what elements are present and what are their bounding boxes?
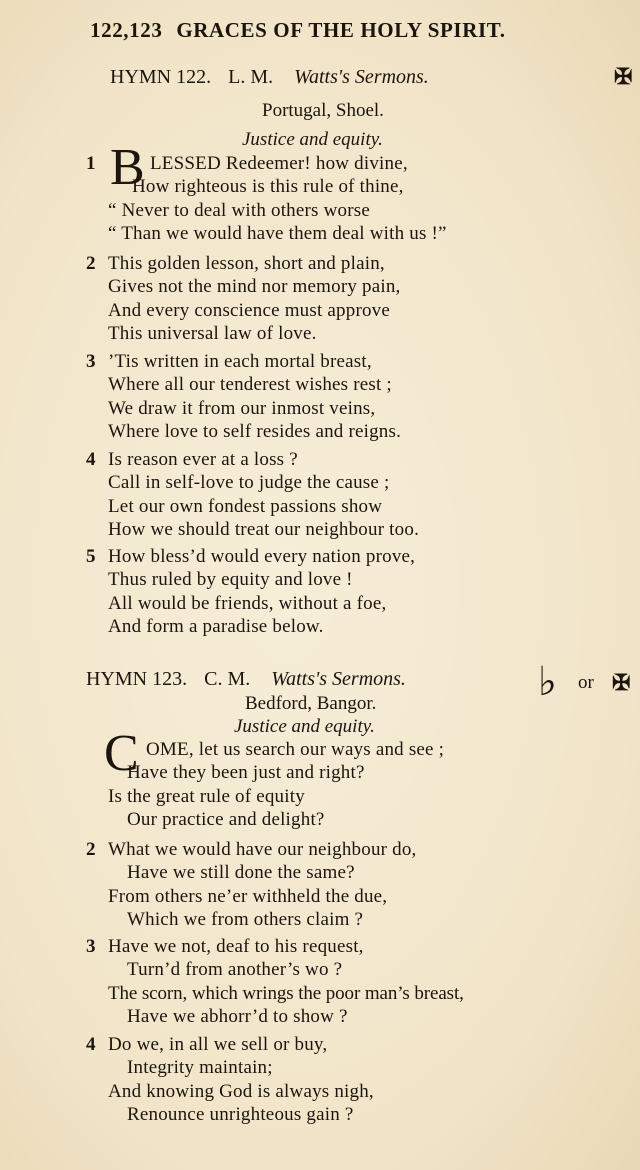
stanza-number: 2 bbox=[86, 253, 96, 274]
stanza-2 bbox=[86, 838, 638, 931]
hymn-subject: Justice and equity. bbox=[234, 716, 375, 737]
section-title: GRACES OF THE HOLY SPIRIT. bbox=[176, 18, 506, 42]
verse-line: Gives not the mind nor memory pain, bbox=[108, 276, 401, 298]
stanza-3 bbox=[86, 935, 638, 1028]
stanza-number: 3 bbox=[86, 351, 96, 372]
stanza-number: 3 bbox=[86, 936, 96, 957]
verse-line: ’Tis written in each mortal breast, bbox=[108, 351, 372, 372]
verse-line: Call in self-love to judge the cause ; bbox=[108, 472, 390, 494]
hymn-123-heading bbox=[86, 668, 406, 691]
verse-line: Have we abhorr’d to show ? bbox=[127, 1005, 348, 1027]
verse-line: This universal law of love. bbox=[108, 322, 317, 344]
verse-line: “ Than we would have them deal with us !” bbox=[108, 222, 447, 244]
hymn-source: Watts's Sermons. bbox=[294, 66, 429, 88]
hymn-number: HYMN 123. bbox=[86, 668, 188, 690]
verse-line: Integrity maintain; bbox=[127, 1057, 273, 1079]
hymn-meter: C. M. bbox=[204, 668, 251, 690]
hymn-meter: L. M. bbox=[228, 66, 274, 88]
stanza-number: 4 bbox=[86, 449, 96, 470]
verse-line: Have we not, deaf to his request, bbox=[108, 936, 364, 957]
running-head bbox=[90, 18, 630, 43]
verse-line: Our practice and delight? bbox=[127, 808, 325, 830]
stanza-1 bbox=[86, 738, 638, 831]
hymn-tunes: Portugal, Shoel. bbox=[262, 100, 384, 121]
drop-cap: C bbox=[104, 725, 139, 782]
drop-cap: B bbox=[110, 139, 145, 196]
flat-sign-icon: ♭ bbox=[538, 659, 557, 704]
stanza-5 bbox=[86, 545, 638, 638]
hymn-122-heading bbox=[110, 66, 429, 89]
key-signature-icon: ✠ bbox=[614, 64, 633, 89]
verse-line: This golden lesson, short and plain, bbox=[108, 253, 385, 274]
verse-line: We draw it from our inmost veins, bbox=[108, 397, 376, 419]
stanza-3 bbox=[86, 350, 638, 443]
verse-line: Renounce unrighteous gain ? bbox=[127, 1103, 354, 1125]
verse-line: Have they been just and right? bbox=[127, 762, 365, 784]
verse-line: And knowing God is always nigh, bbox=[108, 1080, 374, 1102]
stanza-1 bbox=[86, 152, 638, 245]
verse-line: Turn’d from another’s wo ? bbox=[127, 959, 343, 981]
verse-line: Where love to self resides and reigns. bbox=[108, 420, 402, 442]
verse-line: Where all our tenderest wishes rest ; bbox=[108, 374, 392, 396]
verse-line: Which we from others claim ? bbox=[127, 908, 364, 930]
verse-line: Have we still done the same? bbox=[127, 862, 355, 884]
hymn-tunes: Bedford, Bangor. bbox=[245, 693, 377, 714]
verse-line: The scorn, which wrings the poor man’s breast, bbox=[108, 982, 464, 1004]
stanza-number: 5 bbox=[86, 546, 96, 567]
verse-line: LESSED Redeemer! how divine, bbox=[150, 153, 408, 174]
verse-line: Let our own fondest passions show bbox=[108, 495, 383, 517]
verse-line: OME, let us search our ways and see ; bbox=[146, 739, 445, 760]
verse-line: Do we, in all we sell or buy, bbox=[108, 1034, 328, 1055]
stanza-2 bbox=[86, 252, 638, 345]
or-text: or bbox=[578, 672, 594, 693]
verse-line: How we should treat our neighbour too. bbox=[108, 518, 420, 540]
verse-line: From others ne’er withheld the due, bbox=[108, 885, 388, 907]
verse-line: How bless’d would every nation prove, bbox=[108, 546, 416, 567]
page-numbers: 122,123 bbox=[90, 18, 163, 42]
verse-line: Thus ruled by equity and love ! bbox=[108, 569, 353, 591]
verse-line: Is the great rule of equity bbox=[108, 785, 305, 807]
stanza-number: 1 bbox=[86, 153, 96, 174]
verse-line: How righteous is this rule of thine, bbox=[132, 176, 404, 198]
verse-line: Is reason ever at a loss ? bbox=[108, 449, 298, 470]
verse-line: And form a paradise below. bbox=[108, 615, 324, 637]
verse-line: All would be friends, without a foe, bbox=[108, 592, 387, 614]
stanza-number: 2 bbox=[86, 839, 96, 860]
hymn-source: Watts's Sermons. bbox=[271, 668, 406, 690]
stanza-4 bbox=[86, 1033, 638, 1126]
stanza-4 bbox=[86, 448, 638, 541]
stanza-number: 4 bbox=[86, 1034, 96, 1055]
verse-line: “ Never to deal with others worse bbox=[108, 199, 370, 221]
hymn-subject: Justice and equity. bbox=[242, 129, 383, 150]
key-signature-icon: ✠ bbox=[612, 670, 631, 695]
verse-line: And every conscience must approve bbox=[108, 299, 390, 321]
hymn-number: HYMN 122. bbox=[110, 66, 212, 88]
verse-line: What we would have our neighbour do, bbox=[108, 839, 417, 860]
